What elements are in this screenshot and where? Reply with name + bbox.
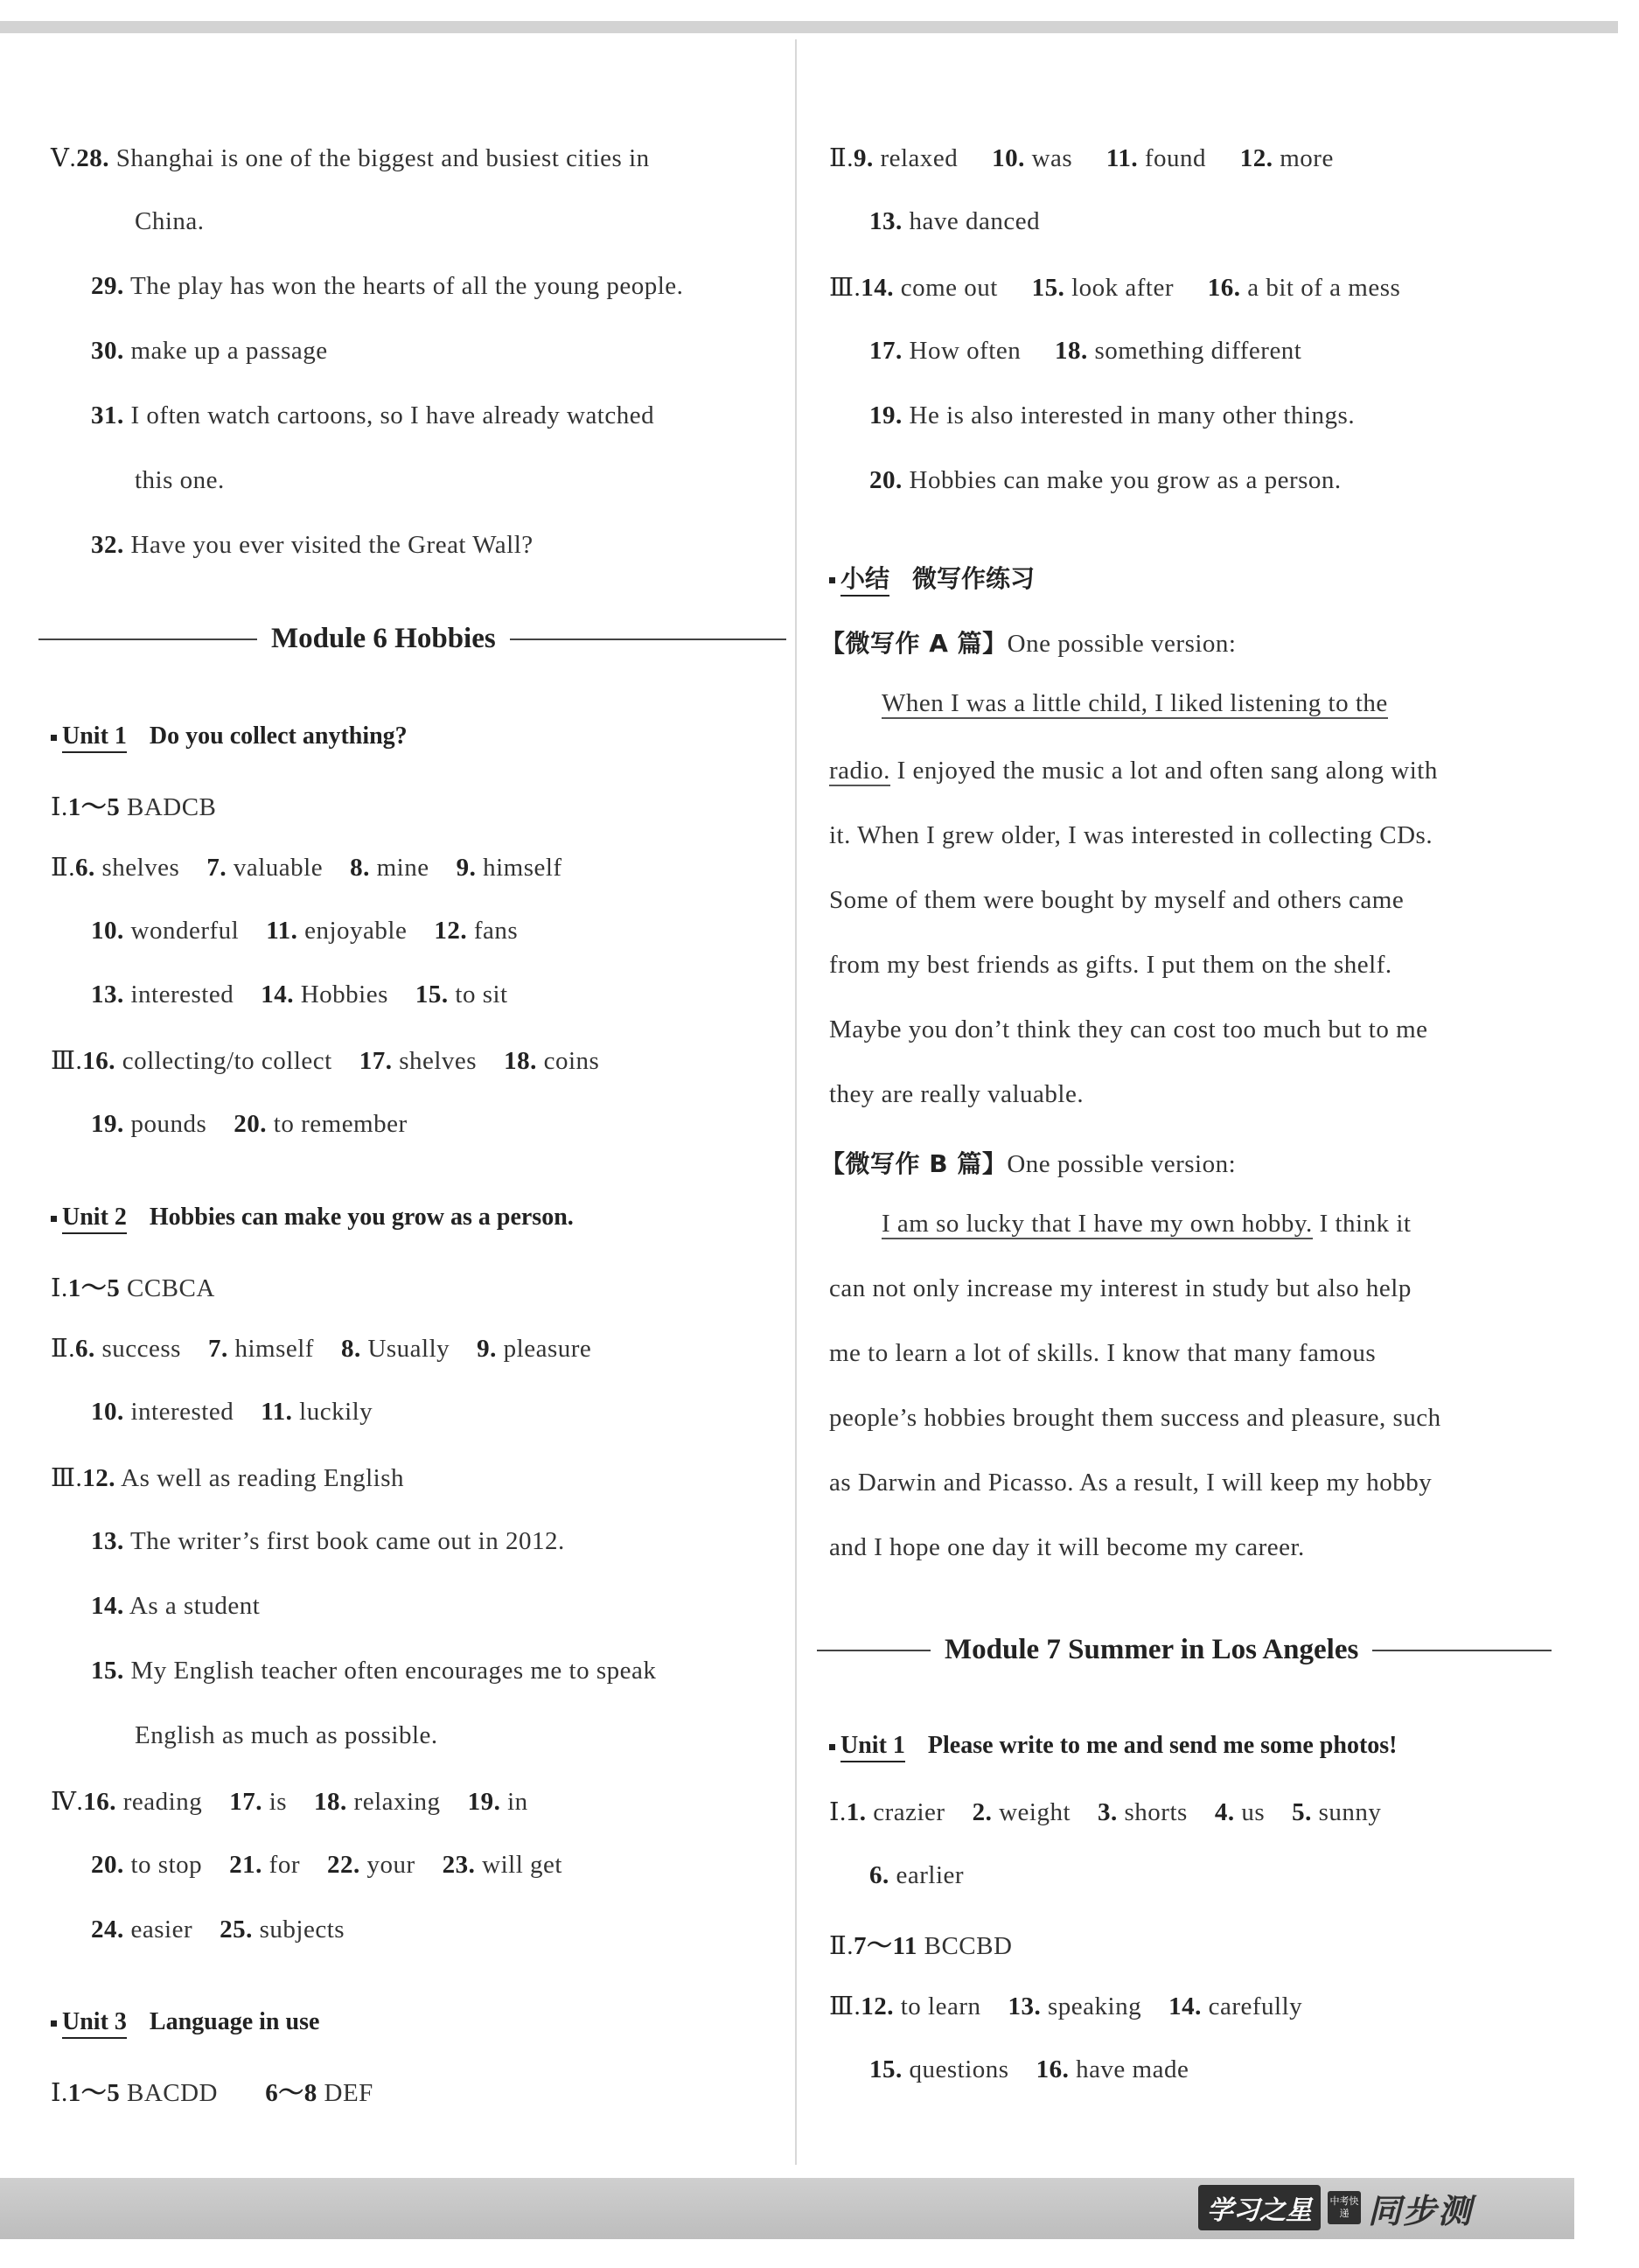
module6-title: Module 6 Hobbies: [271, 623, 496, 654]
right-part3-q19: 19. He is also interested in many other things.: [869, 401, 1356, 429]
unit2-part3-q15-line1: 15. My English teacher often encourages me to speak: [91, 1657, 657, 1685]
unit2-part3-q12: Ⅲ.12. As well as reading English: [51, 1464, 405, 1492]
logo-right: 同步测: [1368, 2191, 1474, 2230]
right-part3-row2: 17. How often 18. something different: [869, 337, 1302, 365]
unit2-part2-row1: Ⅱ.6. success 7. himself 8. Usually 9. pleasure: [51, 1335, 592, 1363]
m7-unit1-part1-row1: Ⅰ.1. crazier 2. weight 3. shorts 4. us 5. sunny: [829, 1798, 1382, 1826]
writing-b-line1: I am so lucky that I have my own hobby. I think it: [882, 1210, 1412, 1238]
writing-b-line2: can not only increase my interest in study but also help: [829, 1274, 1412, 1302]
q28-line2: China.: [135, 207, 205, 235]
unit2-part4-row3: 24. easier 25. subjects: [91, 1916, 345, 1944]
unit1-part2-row3: 13. interested 14. Hobbies 15. to sit: [91, 980, 508, 1008]
logo-small: 中考快递: [1328, 2191, 1361, 2224]
unit2-part4-row1: Ⅳ.16. reading 17. is 18. relaxing 19. in: [51, 1788, 528, 1816]
logo-main: 学习之星: [1198, 2185, 1321, 2230]
module7-title: Module 7 Summer in Los Angeles: [945, 1634, 1359, 1665]
column-divider: [795, 39, 797, 2165]
writing-b-line5: as Darwin and Picasso. As a result, I will keep my hobby: [829, 1469, 1433, 1497]
unit2-part3-q14: 14. As a student: [91, 1592, 261, 1620]
writing-b-intro: 【微写作 B 篇】One possible version:: [820, 1149, 1237, 1178]
writing-b-line6: and I hope one day it will become my career.: [829, 1533, 1305, 1561]
writing-b-line3: me to learn a lot of skills. I know that many famous: [829, 1339, 1377, 1367]
writing-b-line4: people’s hobbies brought them success and pleasure, such: [829, 1404, 1441, 1432]
q29: 29. The play has won the hearts of all the young people.: [91, 272, 684, 300]
m7-unit1-part2: Ⅱ.7～11 BCCBD: [829, 1932, 1013, 1960]
q30: 30. make up a passage: [91, 337, 328, 365]
m7-unit1-part3-row1: Ⅲ.12. to learn 13. speaking 14. carefully: [829, 1992, 1303, 2020]
q28-line1: Ⅴ.28. Shanghai is one of the biggest and busiest cities in: [51, 144, 650, 172]
writing-a-line5: from my best friends as gifts. I put them on the shelf.: [829, 951, 1392, 979]
top-border: [0, 21, 1618, 33]
unit1-part2-row2: 10. wonderful 11. enjoyable 12. fans: [91, 917, 519, 945]
module6-heading: [38, 623, 786, 655]
unit2-part4-row2: 20. to stop 21. for 22. your 23. will get: [91, 1851, 562, 1879]
unit2-part3-q15-line2: English as much as possible.: [135, 1721, 438, 1749]
writing-a-line1: When I was a little child, I liked listening to the: [882, 689, 1388, 717]
unit1-part3-row2: 19. pounds 20. to remember: [91, 1110, 408, 1138]
unit3-heading: Unit 3 Language in use: [51, 2008, 319, 2036]
brand-logo: [1198, 2187, 1473, 2229]
right-part2-row1: Ⅱ.9. relaxed 10. was 11. found 12. more: [829, 144, 1334, 172]
unit1-heading: Unit 1 Do you collect anything?: [51, 722, 408, 750]
unit3-part1: Ⅰ.1～5 BACDD 6～8 DEF: [51, 2079, 373, 2107]
m7-unit1-part1-row2: 6. earlier: [869, 1861, 965, 1889]
unit1-part2-row1: Ⅱ.6. shelves 7. valuable 8. mine 9. himself: [51, 854, 562, 882]
right-part2-row2: 13. have danced: [869, 207, 1041, 235]
writing-a-line2: radio. I enjoyed the music a lot and often sang along with: [829, 757, 1438, 785]
m7-unit1-heading: Unit 1 Please write to me and send me some photos!: [829, 1732, 1398, 1760]
writing-a-line4: Some of them were bought by myself and others came: [829, 886, 1405, 914]
unit2-part2-row2: 10. interested 11. luckily: [91, 1398, 373, 1426]
summary-heading: 小结 微写作练习: [829, 560, 1035, 595]
unit2-heading: Unit 2 Hobbies can make you grow as a person.: [51, 1204, 574, 1232]
unit2-part1: Ⅰ.1～5 CCBCA: [51, 1274, 215, 1302]
unit2-part3-q13: 13. The writer’s first book came out in 2012.: [91, 1527, 565, 1555]
q32: 32. Have you ever visited the Great Wall?: [91, 531, 534, 559]
writing-a-line3: it. When I grew older, I was interested in collecting CDs.: [829, 821, 1433, 849]
q31-line1: 31. I often watch cartoons, so I have already watched: [91, 401, 655, 429]
m7-unit1-part3-row2: 15. questions 16. have made: [869, 2055, 1189, 2083]
writing-a-intro: 【微写作 A 篇】One possible version:: [820, 629, 1237, 658]
writing-a-line7: they are really valuable.: [829, 1080, 1085, 1108]
right-part3-row1: Ⅲ.14. come out 15. look after 16. a bit of a mess: [829, 274, 1401, 302]
unit1-part1: Ⅰ.1～5 BADCB: [51, 793, 217, 821]
module7-heading: [817, 1634, 1552, 1666]
unit1-part3-row1: Ⅲ.16. collecting/to collect 17. shelves 18. coins: [51, 1047, 600, 1075]
right-part3-q20: 20. Hobbies can make you grow as a person.: [869, 466, 1342, 494]
q31-line2: this one.: [135, 466, 225, 494]
writing-a-line6: Maybe you don’t think they can cost too much but to me: [829, 1015, 1428, 1043]
